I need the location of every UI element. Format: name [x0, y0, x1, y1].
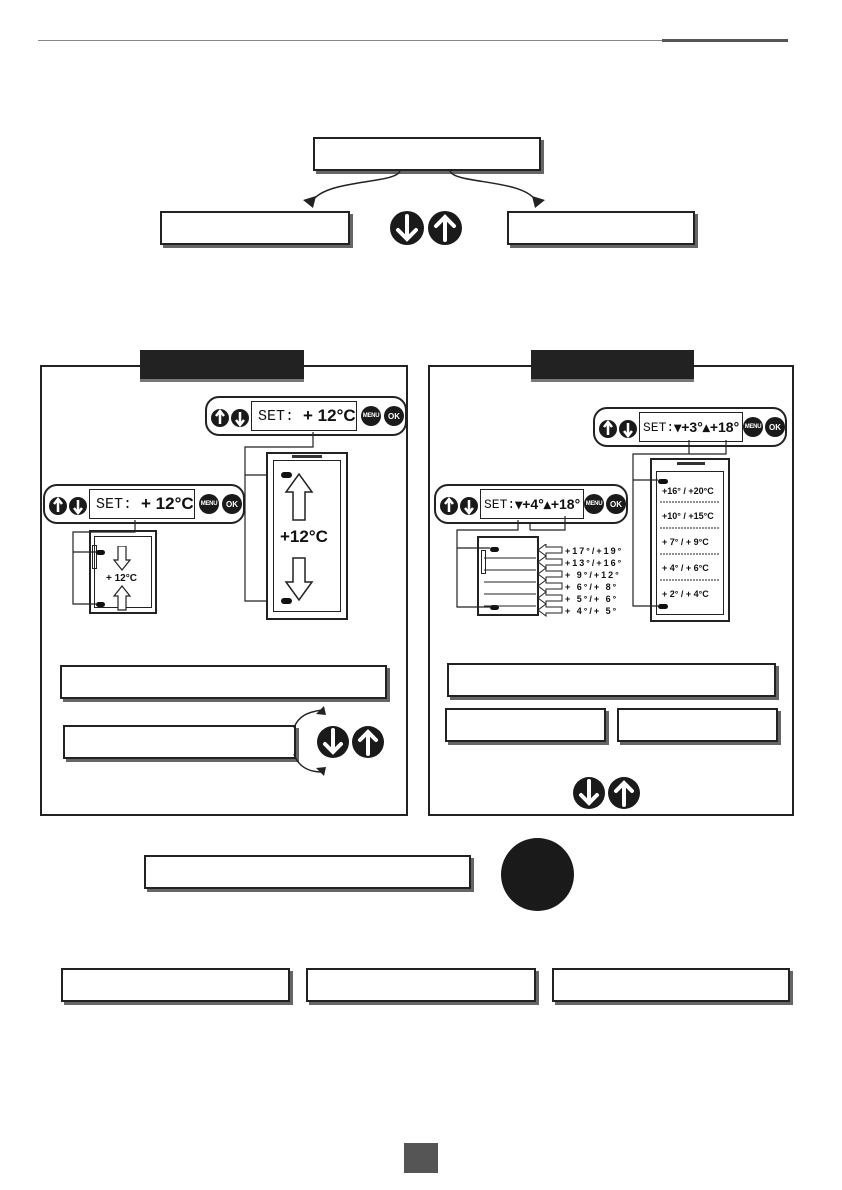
bottom-box-2 [306, 968, 536, 1002]
lcd-prefix: SET: [484, 496, 516, 512]
zone-range: + 7° / + 9°C [662, 537, 709, 547]
bottom-box-1 [61, 968, 290, 1002]
right-panel-box-1 [447, 663, 776, 697]
black-disc [501, 838, 574, 911]
lcd-value: ▾+4°▴+18° [515, 495, 581, 512]
ok-button[interactable]: OK [765, 417, 785, 437]
zone-range: + 2° / + 4°C [662, 589, 709, 599]
menu-button[interactable]: MENU [584, 494, 604, 514]
menu-button[interactable]: MENU [199, 494, 219, 514]
shelf-range: +13°/+16° [565, 558, 624, 568]
right-panel-box-2 [445, 708, 606, 742]
right-panel-box-3 [617, 708, 778, 742]
page-number-block [404, 1143, 438, 1173]
ok-button[interactable]: OK [606, 494, 626, 514]
bottom-box-3 [552, 968, 790, 1002]
down-up-buttons-icon[interactable] [572, 776, 642, 810]
ok-button[interactable]: OK [222, 494, 242, 514]
zone-range: +10° / +15°C [662, 511, 714, 521]
lcd-value: + 12°C [303, 406, 356, 425]
lcd-prefix: SET: [258, 407, 295, 425]
cabinet-temp-large: +12°C [280, 527, 328, 546]
menu-button[interactable]: MENU [743, 417, 763, 437]
ok-button[interactable]: OK [384, 406, 404, 426]
menu-button[interactable]: MENU [361, 406, 381, 426]
cabinet-temp-small: + 12°C [106, 573, 137, 584]
shelf-range: + 9°/+12° [565, 570, 621, 580]
lcd-prefix: SET: [643, 419, 675, 435]
shelf-range: +17°/+19° [565, 546, 624, 556]
shelf-range: + 4°/+ 5° [565, 606, 619, 616]
shelf-range: + 6°/+ 8° [565, 582, 619, 592]
lcd-prefix: SET: [96, 495, 133, 513]
bottom-wide-box [144, 855, 471, 889]
zone-range: + 4° / + 6°C [662, 563, 709, 573]
zone-range: +16° / +20°C [662, 486, 714, 496]
lcd-value: ▾+3°▴+18° [674, 418, 740, 435]
shelf-range: + 5°/+ 6° [565, 594, 619, 604]
lcd-value: + 12°C [141, 494, 194, 513]
